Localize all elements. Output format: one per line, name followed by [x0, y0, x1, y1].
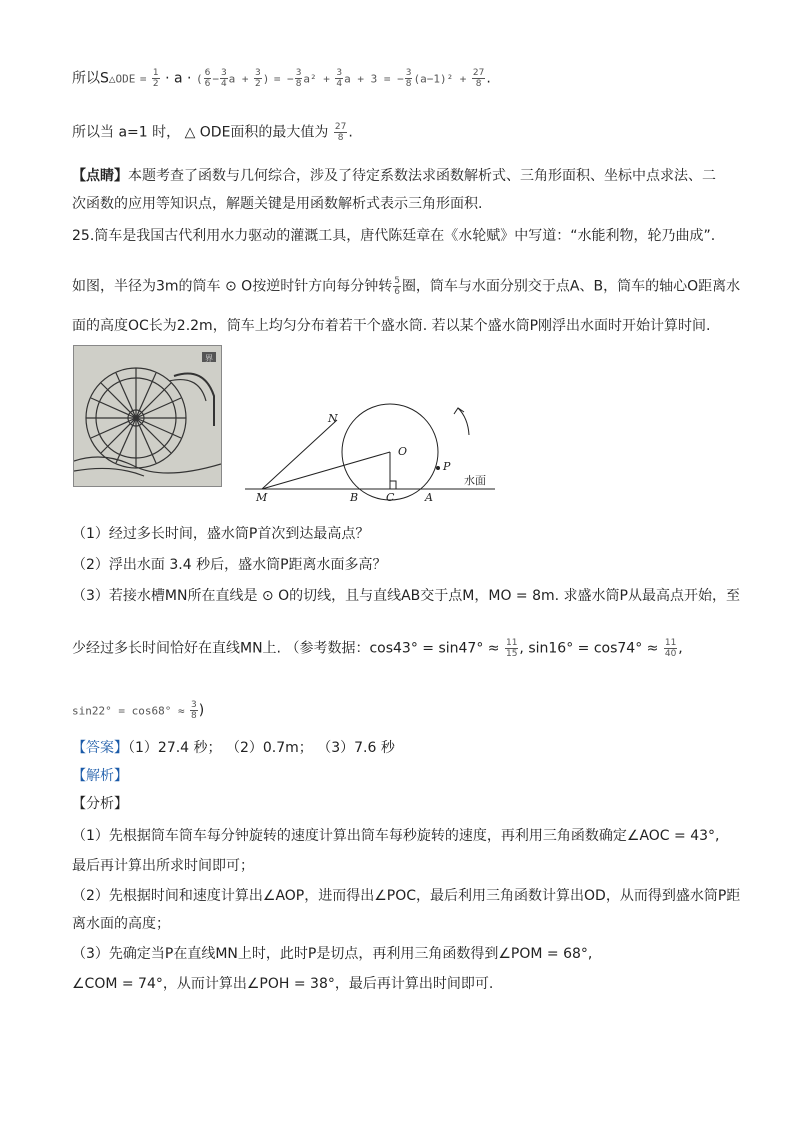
- label-B: B: [350, 491, 359, 504]
- label-P: P: [443, 460, 451, 473]
- point-P-dot: [436, 466, 440, 470]
- text: 本题考查了函数与几何综合，涉及了待定系数法求函数解析式、三角形面积、坐标中点求法、二: [128, 168, 716, 184]
- geometry-diagram: [240, 380, 510, 505]
- fraction: $\frac{6}{6}$: [204, 68, 211, 89]
- photo-stamp: 界: [205, 354, 213, 363]
- text: （2）先根据时间和速度计算出∠AOP，进而得出∠POC，最后利用三角函数计算出OD，从而得到盛水筒P距: [72, 888, 741, 904]
- max-area-line: [72, 122, 353, 143]
- math: =: [139, 72, 147, 86]
- text: 面的高度OC长为2.2m，筒车上均匀分布着若干个盛水筒. 若以某个盛水筒P刚浮出水面时开始计算时间.: [72, 318, 711, 334]
- label-A: A: [425, 491, 433, 504]
- dianjing-paragraph: [72, 166, 716, 186]
- label-C: C: [386, 491, 395, 504]
- text: 所以当 a=1 时， △ ODE面积的最大值为: [72, 124, 329, 141]
- circle-diagram: [240, 380, 510, 505]
- text: 所以S: [72, 70, 109, 87]
- fraction: $\frac{3}{8}$: [295, 68, 302, 89]
- fraction: $\frac{3}{2}$: [255, 68, 261, 89]
- fraction: $\frac{3}{4}$: [336, 68, 343, 89]
- problem-25-line2: [72, 276, 740, 297]
- answer-text: （1）27.4 秒； （2）0.7m； （3）7.6 秒: [128, 740, 395, 756]
- text: 最后再计算出所求时间即可；: [72, 858, 254, 874]
- dianjing-paragraph-cont: [72, 194, 482, 214]
- water-wheel-illustration: [74, 346, 221, 486]
- analysis-3-cont: [72, 974, 493, 994]
- question-3-ref: [72, 700, 204, 722]
- fraction: $\frac{5}{6}$: [394, 276, 400, 297]
- analysis-2: [72, 886, 740, 906]
- text: 25.筒车是我国古代利用水力驱动的灌溉工具，唐代陈廷章在《水轮赋》中写道：“水能利物，轮乃曲成”.: [72, 228, 716, 244]
- text: （3）若接水槽MN所在直线是 ⊙ O的切线，且与直线AB交于点M，MO = 8m. 求盛水筒P从最高点开始，至: [72, 588, 740, 604]
- right-angle-mark: [390, 481, 396, 489]
- fraction: $\frac{27}{8}$: [472, 68, 485, 89]
- text: ): [198, 702, 205, 719]
- subscript: △ODE: [108, 72, 136, 86]
- fraction: $\frac{11}{40}$: [664, 638, 677, 659]
- math: −: [212, 72, 219, 86]
- text: 如图，半径为3m的筒车 ⊙ O按逆时针方向每分钟转: [72, 278, 393, 295]
- fraction: $\frac{3}{8}$: [191, 700, 197, 721]
- label-M: M: [256, 491, 268, 504]
- math: = −: [273, 72, 294, 86]
- problem-25-intro: [72, 226, 715, 246]
- analysis-1: [72, 826, 719, 846]
- math: a² +: [303, 72, 330, 86]
- text: · a ·: [165, 70, 192, 87]
- fraction: $\frac{3}{4}$: [220, 68, 227, 89]
- fraction: $\frac{1}{2}$: [152, 68, 159, 89]
- label-N: N: [328, 412, 338, 425]
- text: , sin16° = cos74° ≈: [519, 640, 659, 657]
- question-3: [72, 586, 740, 606]
- text: ,: [678, 640, 683, 657]
- text: （1）经过多长时间，盛水筒P首次到达最高点？: [72, 526, 370, 542]
- question-1: [72, 524, 369, 544]
- fraction: $\frac{3}{8}$: [405, 68, 412, 89]
- fraction: $\frac{27}{8}$: [334, 122, 347, 143]
- label-O: O: [398, 445, 408, 458]
- text: 离水面的高度；: [72, 916, 170, 932]
- text: .: [348, 124, 353, 141]
- math: ): [262, 72, 270, 86]
- text: .: [486, 70, 491, 87]
- text: （2）浮出水面 3.4 秒后，盛水筒P距离水面多高？: [72, 557, 387, 573]
- math: (: [195, 72, 203, 86]
- jiexi-line: [72, 766, 128, 786]
- math: a +: [228, 72, 249, 86]
- fraction: $\frac{11}{15}$: [505, 638, 518, 659]
- question-3-cont: [72, 638, 683, 659]
- fenxi-tag: 【分析】: [72, 796, 128, 812]
- fenxi-line: [72, 794, 128, 814]
- math: sin22° = cos68° ≈: [72, 704, 185, 718]
- text: 少经过多长时间恰好在直线MN上. （参考数据：cos43° = sin47° ≈: [72, 640, 500, 657]
- text: （1）先根据筒车筒车每分钟旋转的速度计算出筒车每秒旋转的速度，再利用三角函数确定∠AOC = 43°,: [72, 828, 720, 844]
- text: 圈，筒车与水面分别交于点A、B，筒车的轴心O距离水: [401, 278, 741, 295]
- text: （3）先确定当P在直线MN上时，此时P是切点，再利用三角函数得到∠POM = 68°,: [72, 946, 593, 962]
- text: 次函数的应用等知识点，解题关键是用函数解析式表示三角形面积.: [72, 196, 483, 212]
- math: a + 3 = −: [344, 72, 404, 86]
- water-wheel-photo: [73, 345, 222, 487]
- text: ∠COM = 74°，从而计算出∠POH = 38°，最后再计算出时间即可.: [72, 976, 494, 992]
- question-2: [72, 555, 387, 575]
- analysis-3: [72, 944, 592, 964]
- dianjing-tag: 【点睛】: [72, 168, 128, 184]
- math: (a−1)² +: [413, 72, 467, 86]
- answer-tag: 【答案】: [72, 740, 128, 756]
- line-MO: [262, 452, 390, 489]
- answer-line: [72, 738, 395, 758]
- analysis-2-cont: [72, 914, 170, 934]
- problem-25-line3: [72, 316, 711, 336]
- jiexi-tag: 【解析】: [72, 768, 128, 784]
- formula-area: [72, 68, 491, 90]
- label-water: 水面: [464, 474, 486, 487]
- analysis-1-cont: [72, 856, 254, 876]
